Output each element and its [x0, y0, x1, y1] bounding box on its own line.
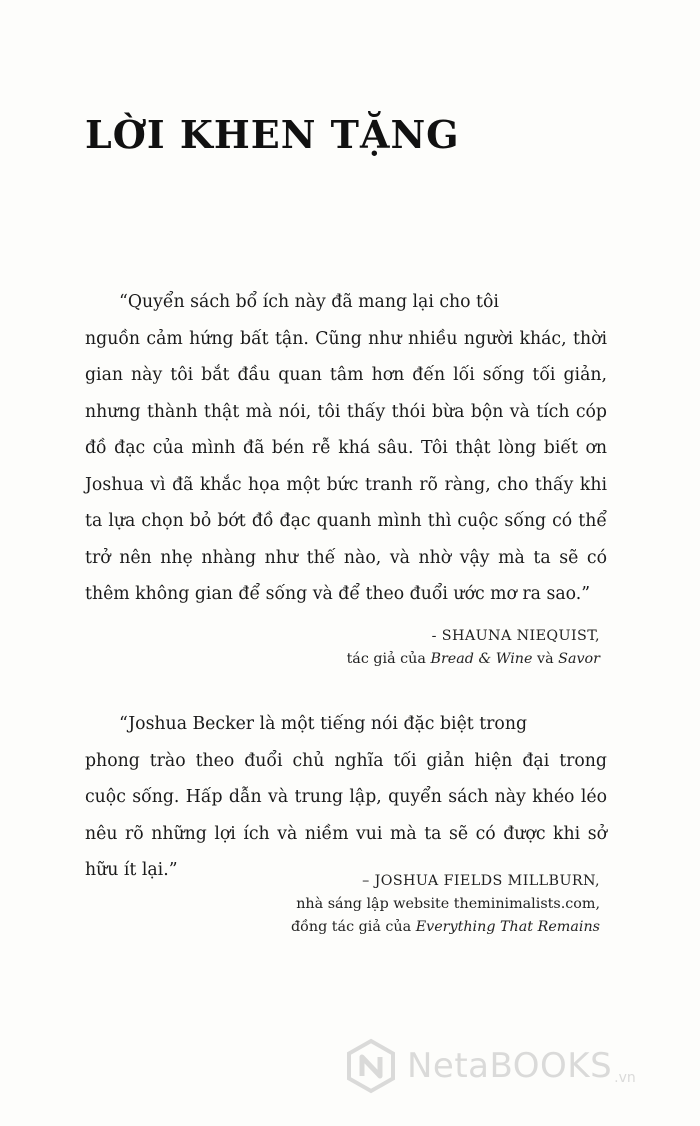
book-title: Everything That Remains — [415, 919, 600, 935]
attribution-role — [291, 916, 600, 939]
quote-body: phong trào theo đuổi chủ nghĩa tối giản hiện đại trong cuộc sống. Hấp dẫn và trung lập, quyển sách này khéo léo nêu rõ những lợi ích và niềm vui mà ta sẽ có được khi sở hữu ít lại.” — [85, 750, 607, 880]
attribution-website: nhà sáng lập website theminimalists.com, — [296, 896, 600, 912]
attribution-connector: và — [532, 651, 559, 667]
quote-body: nguồn cảm hứng bất tận. Cũng như nhiều người khác, thời gian này tôi bắt đầu quan tâm hơn đến lối sống tối giản, nhưng thành thật mà nói, tôi thấy thói bừa bộn và tích cóp đồ đạc của mình đã bén rễ khá sâu. Tôi thật lòng biết ơn Joshua vì đã khắc họa một bức tranh rõ ràng, cho thấy khi ta lựa chọn bỏ bớt đồ đạc quanh mình thì cuộc sống có thể trở nên nhẹ nhàng như thế nào, và nhờ vậy mà ta sẽ có thêm không gian để sống và để theo đuổi ước mơ ra sao.” — [85, 328, 607, 604]
attribution-name: – JOSHUA FIELDS MILLBURN, — [362, 873, 600, 889]
quote-shauna-niequist — [85, 284, 607, 613]
quote-joshua-fields-millburn — [85, 706, 607, 889]
attribution-role-prefix: tác giả của — [346, 651, 431, 667]
quote-first-line: “Joshua Becker là một tiếng nói đặc biệt trong — [119, 714, 528, 734]
attribution-name: - SHAUNA NIEQUIST, — [431, 628, 600, 644]
book-title: Bread & Wine — [430, 651, 533, 667]
attribution-shauna-niequist — [347, 625, 600, 671]
attribution-role-prefix: đồng tác giả của — [291, 919, 416, 935]
watermark-text: NetaBOOKS — [407, 1046, 613, 1086]
attribution-role — [347, 648, 600, 671]
watermark-suffix: .vn — [614, 1070, 636, 1086]
watermark — [343, 1036, 636, 1096]
book-title: Savor — [558, 651, 600, 667]
quote-first-line: “Quyển sách bổ ích này đã mang lại cho tôi — [119, 292, 499, 312]
page-title: LỜI KHEN TẶNG — [85, 112, 460, 157]
attribution-joshua-fields-millburn — [291, 870, 600, 939]
netabooks-logo-icon — [343, 1038, 399, 1094]
